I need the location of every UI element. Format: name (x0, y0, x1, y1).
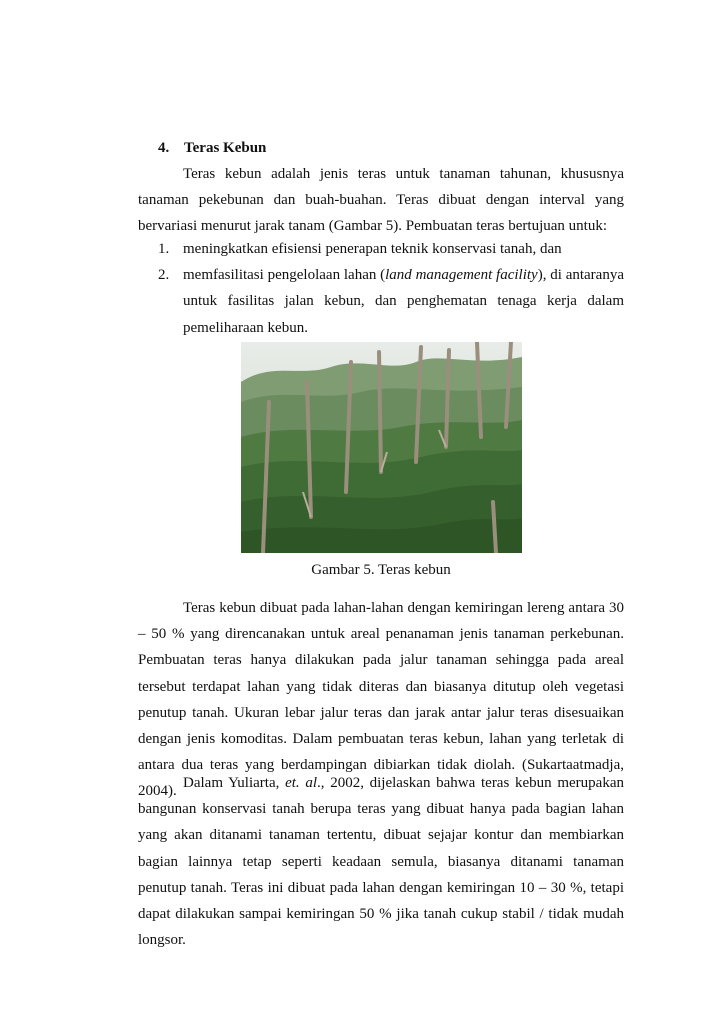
list-item-number: 2. (158, 267, 170, 284)
list-item-italic-term: land management facility (385, 267, 538, 284)
body-paragraph-1: Teras kebun dibuat pada lahan-lahan dengan kemiringan lereng antara 30 – 50 % yang direncanakan untuk areal penanaman jenis tanaman perkebunan. Pembuatan teras hanya dilakukan pada jalur tanaman sehingga pada areal tersebut terdapat lahan yang tidak diteras dan biasanya ditutup oleh vegetasi penutup tanah. Ukuran lebar jalur teras dan jarak antar jalur teras disesuaikan dengan jenis komoditas. Dalam pembuatan teras kebun, lahan yang terletak di antara dua teras yang berdampingan dibiarkan tidak diolah. (Sukartaatmadja, 2004). (138, 600, 624, 800)
section-number: 4. (158, 140, 170, 156)
purpose-list (158, 236, 624, 341)
section-title: Teras Kebun (184, 140, 267, 156)
list-item (158, 236, 624, 262)
terrace-photo-illustration (241, 342, 522, 553)
list-item-text: meningkatkan efisiensi penerapan teknik konservasi tanah, dan (183, 241, 562, 257)
figure-caption: Gambar 5. Teras kebun (311, 562, 451, 578)
paragraph-2-before: Dalam Yuliarta, (183, 775, 286, 791)
body-paragraph-2 (138, 770, 624, 953)
section-heading (158, 139, 266, 157)
intro-paragraph: Teras kebun adalah jenis teras untuk tanaman tahunan, khususnya tanaman pekebunan dan buah-buahan. Teras dibuat dengan interval yang bervariasi menurut jarak tanam (Gambar 5). Pembuatan teras bertujuan untuk: (138, 166, 624, 235)
paragraph-2-italic: et. al (285, 775, 317, 791)
list-item-text-after: ), di antaranya untuk fasilitas jalan kebun, dan penghematan tenaga kerja dalam pemeliharaan kebun. (183, 267, 624, 336)
paragraph-2-after: ., 2002, dijelaskan bahwa teras kebun merupakan bangunan konservasi tanah berupa teras yang dibuat hanya pada bagian lahan yang akan ditanami tanaman tertentu, dibuat sejajar kontur dan membiarkan bagian lainnya tetap seperti keadaan semula, biasanya ditanami tanaman penutup tanah. Teras ini dibuat pada lahan dengan kemiringan 10 – 30 %, tetapi dapat dilakukan sampai kemiringan 50 % jika tanah cukup stabil / tidak mudah longsor. (138, 775, 624, 949)
list-item-text-before: memfasilitasi pengelolaan lahan ( (183, 267, 386, 284)
list-item (158, 262, 624, 341)
figure-photo-terraced-garden (241, 342, 522, 553)
list-item-number: 1. (158, 241, 170, 257)
